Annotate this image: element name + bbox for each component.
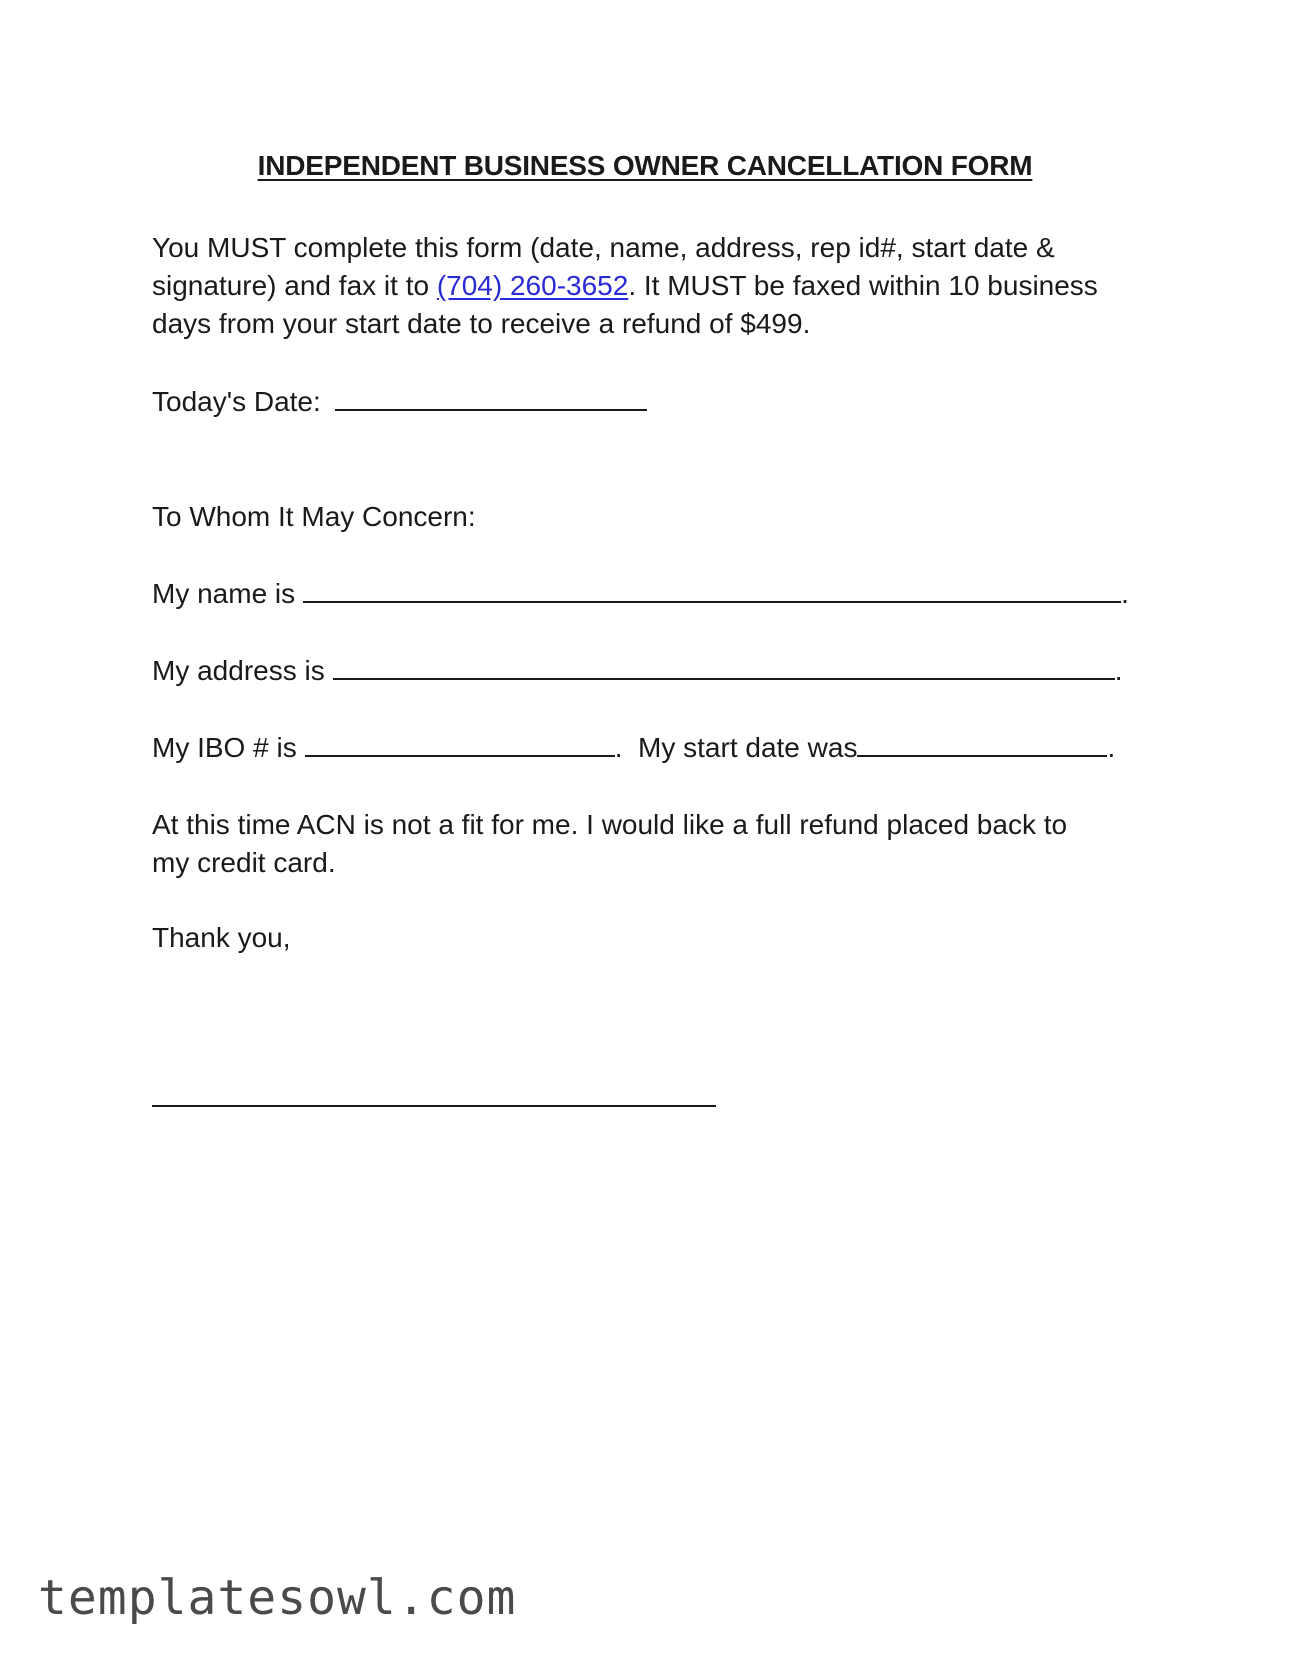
todays-date-row bbox=[152, 383, 647, 421]
period: . bbox=[1107, 732, 1116, 763]
ibo-start-date-row bbox=[152, 729, 1115, 767]
watermark: templatesowl.com bbox=[38, 1570, 517, 1626]
todays-date-label: Today's Date: bbox=[152, 386, 321, 417]
reason-line-1: At this time ACN is not a fit for me. I would like a full refund placed back to bbox=[152, 809, 1068, 840]
name-label: My name is bbox=[152, 578, 296, 609]
instructions-line-1: You MUST complete this form (date, name, address, rep id#, start date & bbox=[152, 232, 1055, 263]
ibo-label: My IBO # is bbox=[152, 732, 297, 763]
instructions-line-3: days from your start date to receive a refund of $499. bbox=[152, 308, 811, 339]
instructions-line-2 bbox=[152, 267, 1098, 305]
todays-date-field[interactable] bbox=[335, 383, 647, 411]
address-label: My address is bbox=[152, 655, 325, 686]
instructions-paragraph bbox=[152, 229, 1098, 343]
start-date-field[interactable] bbox=[857, 729, 1107, 757]
name-field[interactable] bbox=[303, 575, 1121, 603]
start-date-label: My start date was bbox=[638, 732, 858, 763]
form-title: INDEPENDENT BUSINESS OWNER CANCELLATION FORM bbox=[257, 150, 1033, 181]
instructions-text: . It MUST be faxed within 10 business bbox=[628, 270, 1098, 301]
reason-line-2: my credit card. bbox=[152, 847, 336, 878]
ibo-number-field[interactable] bbox=[305, 729, 615, 757]
signature-field[interactable] bbox=[152, 1105, 716, 1107]
period: . bbox=[1121, 578, 1129, 609]
reason-paragraph bbox=[152, 806, 1067, 882]
name-row bbox=[152, 575, 1129, 613]
address-field[interactable] bbox=[333, 652, 1115, 680]
period: . bbox=[1114, 655, 1123, 686]
salutation: To Whom It May Concern: bbox=[152, 501, 476, 532]
address-row bbox=[152, 652, 1123, 690]
instructions-text: signature) and fax it to bbox=[152, 270, 437, 301]
closing: Thank you, bbox=[152, 922, 291, 953]
fax-number-link[interactable]: (704) 260-3652 bbox=[436, 270, 629, 301]
period: . bbox=[614, 732, 623, 763]
